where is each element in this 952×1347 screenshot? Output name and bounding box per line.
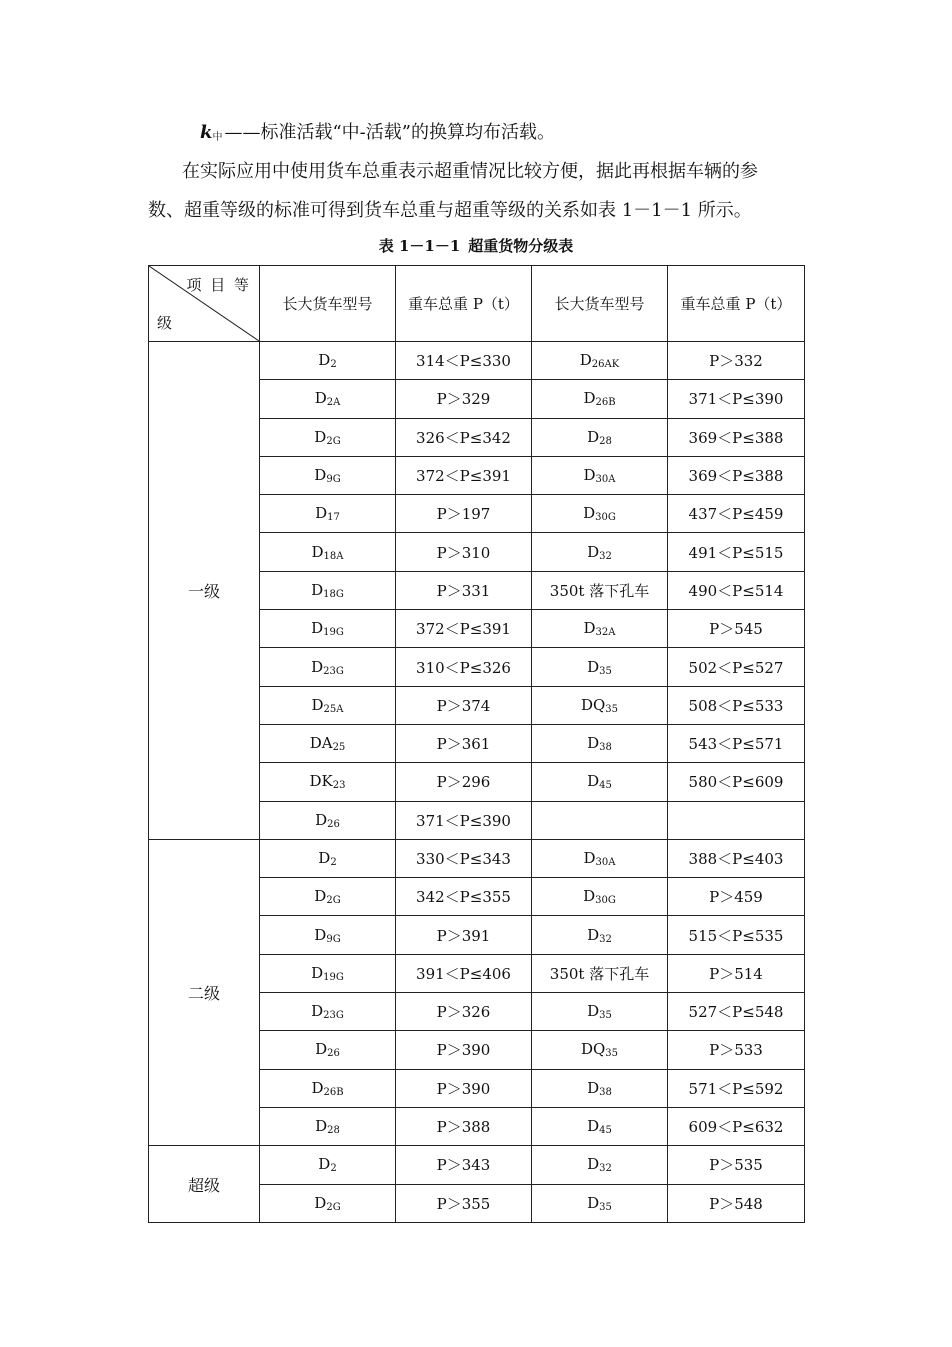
- header-corner-cell: [149, 266, 260, 342]
- model-subscript: 2: [330, 857, 337, 868]
- model-subscript: 18G: [323, 588, 344, 600]
- vehicle-model-cell: $D_{45}$: [532, 1107, 668, 1145]
- model-subscript: 35: [599, 1010, 612, 1022]
- gross-weight-cell: 372＜P≤391: [396, 456, 532, 494]
- vehicle-model-cell: $DK_{23}$: [260, 763, 396, 801]
- gross-weight-cell: P＞361: [396, 724, 532, 762]
- vehicle-model-cell: $D_{38}$: [532, 724, 668, 762]
- vehicle-model-cell: $D_{30G}$: [532, 878, 668, 916]
- model-subscript: 17: [327, 512, 340, 524]
- model-subscript: 23: [332, 780, 346, 792]
- gross-weight-cell: 310＜P≤326: [396, 648, 532, 686]
- model-subscript: 26B: [323, 1086, 344, 1098]
- gross-weight-cell: 508＜P≤533: [668, 686, 805, 724]
- table-title: 超重货物分级表: [468, 237, 574, 255]
- vehicle-model-cell: $D_{30G}$: [532, 495, 668, 533]
- model-subscript: 9G: [326, 474, 341, 486]
- grade-cell: 二级: [149, 839, 260, 1145]
- vehicle-model-cell: $DQ_{35}$: [532, 1031, 668, 1069]
- header-corner-bottom-label: 级: [157, 314, 173, 332]
- model-subscript: 30A: [595, 857, 616, 868]
- vehicle-model-cell: $D_{32A}$: [532, 610, 668, 648]
- gross-weight-cell: 543＜P≤571: [668, 724, 805, 762]
- vehicle-model-cell: $D_{25A}$: [260, 686, 396, 724]
- model-subscript: 26: [327, 818, 340, 830]
- gross-weight-cell: P＞388: [396, 1107, 532, 1145]
- gross-weight-cell: 609＜P≤632: [668, 1107, 805, 1145]
- model-subscript: 26AK: [591, 359, 620, 371]
- gross-weight-cell: 326＜P≤342: [396, 418, 532, 456]
- vehicle-model-cell: $D_{26}$: [260, 1031, 396, 1069]
- model-subscript: 19G: [323, 971, 344, 983]
- vehicle-model-cell: $DA_{25}$: [260, 724, 396, 762]
- overweight-cargo-grade-table: [148, 265, 805, 1223]
- gross-weight-cell: 371＜P≤390: [668, 380, 805, 418]
- gross-weight-cell: 527＜P≤548: [668, 993, 805, 1031]
- vehicle-model-cell: $D_{2G}$: [260, 418, 396, 456]
- grade-cell: 超级: [149, 1146, 260, 1223]
- vehicle-model-cell: $D_{26B}$: [260, 1069, 396, 1107]
- vehicle-model-cell: $D_{35}$: [532, 1184, 668, 1222]
- gross-weight-cell: 490＜P≤514: [668, 571, 805, 609]
- model-subscript: 18A: [323, 550, 344, 562]
- vehicle-model-cell: $D_{38}$: [532, 1069, 668, 1107]
- gross-weight-cell: P＞310: [396, 533, 532, 571]
- definition-text: ——标准活载“中-活载”的换算均布活载。: [224, 122, 555, 143]
- table-body: [149, 342, 805, 1223]
- model-subscript: 2: [330, 1163, 337, 1175]
- model-subscript: 35: [599, 1201, 612, 1213]
- gross-weight-cell: P＞355: [396, 1184, 532, 1222]
- vehicle-model-cell: $DQ_{35}$: [532, 686, 668, 724]
- gross-weight-cell: 371＜P≤390: [396, 801, 532, 839]
- gross-weight-cell: P＞329: [396, 380, 532, 418]
- table-row: [149, 1146, 805, 1184]
- vehicle-model-cell: $D_{28}$: [532, 418, 668, 456]
- vehicle-model-cell: $D_{32}$: [532, 1146, 668, 1184]
- model-subscript: 32: [599, 933, 612, 945]
- gross-weight-cell: 491＜P≤515: [668, 533, 805, 571]
- vehicle-model-cell: $D_{23G}$: [260, 648, 396, 686]
- model-subscript: 25: [332, 742, 346, 754]
- vehicle-model-cell: $D_2$: [260, 839, 396, 877]
- vehicle-model-cell: 350t 落下孔车: [532, 571, 668, 609]
- gross-weight-cell: P＞390: [396, 1031, 532, 1069]
- vehicle-model-cell: $D_{9G}$: [260, 456, 396, 494]
- gross-weight-cell: P＞533: [668, 1031, 805, 1069]
- table-header-row: [149, 266, 805, 342]
- vehicle-model-cell: $D_{2A}$: [260, 380, 396, 418]
- model-subscript: 23G: [323, 1010, 344, 1022]
- model-subscript: 2A: [326, 397, 341, 409]
- gross-weight-cell: 437＜P≤459: [668, 495, 805, 533]
- model-subscript: 2G: [326, 895, 341, 907]
- vehicle-model-cell: $D_{18G}$: [260, 571, 396, 609]
- model-subscript: 25A: [323, 703, 344, 715]
- vehicle-model-cell: $D_{30A}$: [532, 456, 668, 494]
- gross-weight-cell: P＞296: [396, 763, 532, 801]
- model-subscript: 30A: [595, 474, 616, 486]
- gross-weight-cell: P＞326: [396, 993, 532, 1031]
- model-subscript: 2G: [326, 435, 341, 447]
- model-subscript: 35: [605, 703, 619, 715]
- header-gross-weight-2: 重车总重 P（t）: [668, 266, 805, 342]
- model-subscript: 26B: [595, 397, 616, 409]
- vehicle-model-cell: $D_{28}$: [260, 1107, 396, 1145]
- vehicle-model-cell: $D_2$: [260, 342, 396, 380]
- gross-weight-cell: P＞391: [396, 916, 532, 954]
- gross-weight-cell: [668, 801, 805, 839]
- model-subscript: 45: [599, 780, 612, 792]
- model-subscript: 30G: [595, 512, 616, 524]
- model-subscript: 28: [327, 1125, 340, 1137]
- gross-weight-cell: P＞548: [668, 1184, 805, 1222]
- model-subscript: 38: [599, 1086, 612, 1098]
- model-subscript: 30G: [595, 895, 616, 907]
- vehicle-model-cell: $D_2$: [260, 1146, 396, 1184]
- gross-weight-cell: 388＜P≤403: [668, 839, 805, 877]
- model-subscript: 2G: [326, 1201, 341, 1213]
- header-gross-weight-1: 重车总重 P（t）: [396, 266, 532, 342]
- gross-weight-cell: P＞331: [396, 571, 532, 609]
- model-subscript: 26: [327, 1048, 340, 1060]
- vehicle-model-cell: 350t 落下孔车: [532, 954, 668, 992]
- model-subscript: 32: [599, 1163, 612, 1175]
- gross-weight-cell: P＞535: [668, 1146, 805, 1184]
- vehicle-model-cell: [532, 801, 668, 839]
- vehicle-model-cell: $D_{19G}$: [260, 954, 396, 992]
- vehicle-model-cell: $D_{2G}$: [260, 1184, 396, 1222]
- gross-weight-cell: P＞514: [668, 954, 805, 992]
- gross-weight-cell: P＞374: [396, 686, 532, 724]
- gross-weight-cell: 502＜P≤527: [668, 648, 805, 686]
- model-subscript: 2: [330, 359, 337, 371]
- model-subscript: 32A: [595, 627, 616, 639]
- variable-k: k: [200, 122, 213, 143]
- model-subscript: 35: [599, 665, 612, 677]
- gross-weight-cell: P＞332: [668, 342, 805, 380]
- variable-k-subscript: 中: [212, 132, 223, 143]
- gross-weight-cell: 369＜P≤388: [668, 456, 805, 494]
- vehicle-model-cell: $D_{26B}$: [532, 380, 668, 418]
- gross-weight-cell: P＞545: [668, 610, 805, 648]
- gross-weight-cell: 515＜P≤535: [668, 916, 805, 954]
- vehicle-model-cell: $D_{35}$: [532, 648, 668, 686]
- vehicle-model-cell: $D_{45}$: [532, 763, 668, 801]
- gross-weight-cell: P＞459: [668, 878, 805, 916]
- vehicle-model-cell: $D_{26}$: [260, 801, 396, 839]
- gross-weight-cell: 342＜P≤355: [396, 878, 532, 916]
- model-subscript: 32: [599, 550, 612, 562]
- vehicle-model-cell: $D_{32}$: [532, 916, 668, 954]
- gross-weight-cell: P＞197: [396, 495, 532, 533]
- header-corner-top-label: 项 目 等: [186, 276, 251, 294]
- table-row: [149, 342, 805, 380]
- table-row: [149, 839, 805, 877]
- gross-weight-cell: P＞390: [396, 1069, 532, 1107]
- gross-weight-cell: P＞343: [396, 1146, 532, 1184]
- model-subscript: 38: [599, 742, 612, 754]
- vehicle-model-cell: $D_{17}$: [260, 495, 396, 533]
- model-subscript: 45: [599, 1125, 612, 1137]
- gross-weight-cell: 391＜P≤406: [396, 954, 532, 992]
- vehicle-model-cell: $D_{32}$: [532, 533, 668, 571]
- model-subscript: 23G: [323, 665, 344, 677]
- gross-weight-cell: 372＜P≤391: [396, 610, 532, 648]
- vehicle-model-cell: $D_{19G}$: [260, 610, 396, 648]
- vehicle-model-cell: $D_{26AK}$: [532, 342, 668, 380]
- model-subscript: 19G: [323, 627, 344, 639]
- header-vehicle-model-2: 长大货车型号: [532, 266, 668, 342]
- model-subscript: 28: [599, 435, 612, 447]
- model-subscript: 35: [605, 1048, 619, 1060]
- gross-weight-cell: 571＜P≤592: [668, 1069, 805, 1107]
- gross-weight-cell: 314＜P≤330: [396, 342, 532, 380]
- vehicle-model-cell: $D_{2G}$: [260, 878, 396, 916]
- vehicle-model-cell: $D_{23G}$: [260, 993, 396, 1031]
- vehicle-model-cell: $D_{18A}$: [260, 533, 396, 571]
- model-subscript: 9G: [326, 933, 341, 945]
- vehicle-model-cell: $D_{35}$: [532, 993, 668, 1031]
- header-vehicle-model-1: 长大货车型号: [260, 266, 396, 342]
- vehicle-model-cell: $D_{9G}$: [260, 916, 396, 954]
- vehicle-model-cell: $D_{30A}$: [532, 839, 668, 877]
- grade-cell: 一级: [149, 342, 260, 840]
- gross-weight-cell: 330＜P≤343: [396, 839, 532, 877]
- table-caption: [0, 236, 952, 256]
- paragraph-line-1: 在实际应用中使用货车总重表示超重情况比较方便，据此再根据车辆的参: [182, 161, 758, 182]
- paragraph-line-2: 数、超重等级的标准可得到货车总重与超重等级的关系如表 1－1－1 所示。: [148, 200, 752, 221]
- table-number: 表 1－1－1: [378, 237, 461, 255]
- gross-weight-cell: 580＜P≤609: [668, 763, 805, 801]
- gross-weight-cell: 369＜P≤388: [668, 418, 805, 456]
- formula-definition-line: [200, 121, 555, 150]
